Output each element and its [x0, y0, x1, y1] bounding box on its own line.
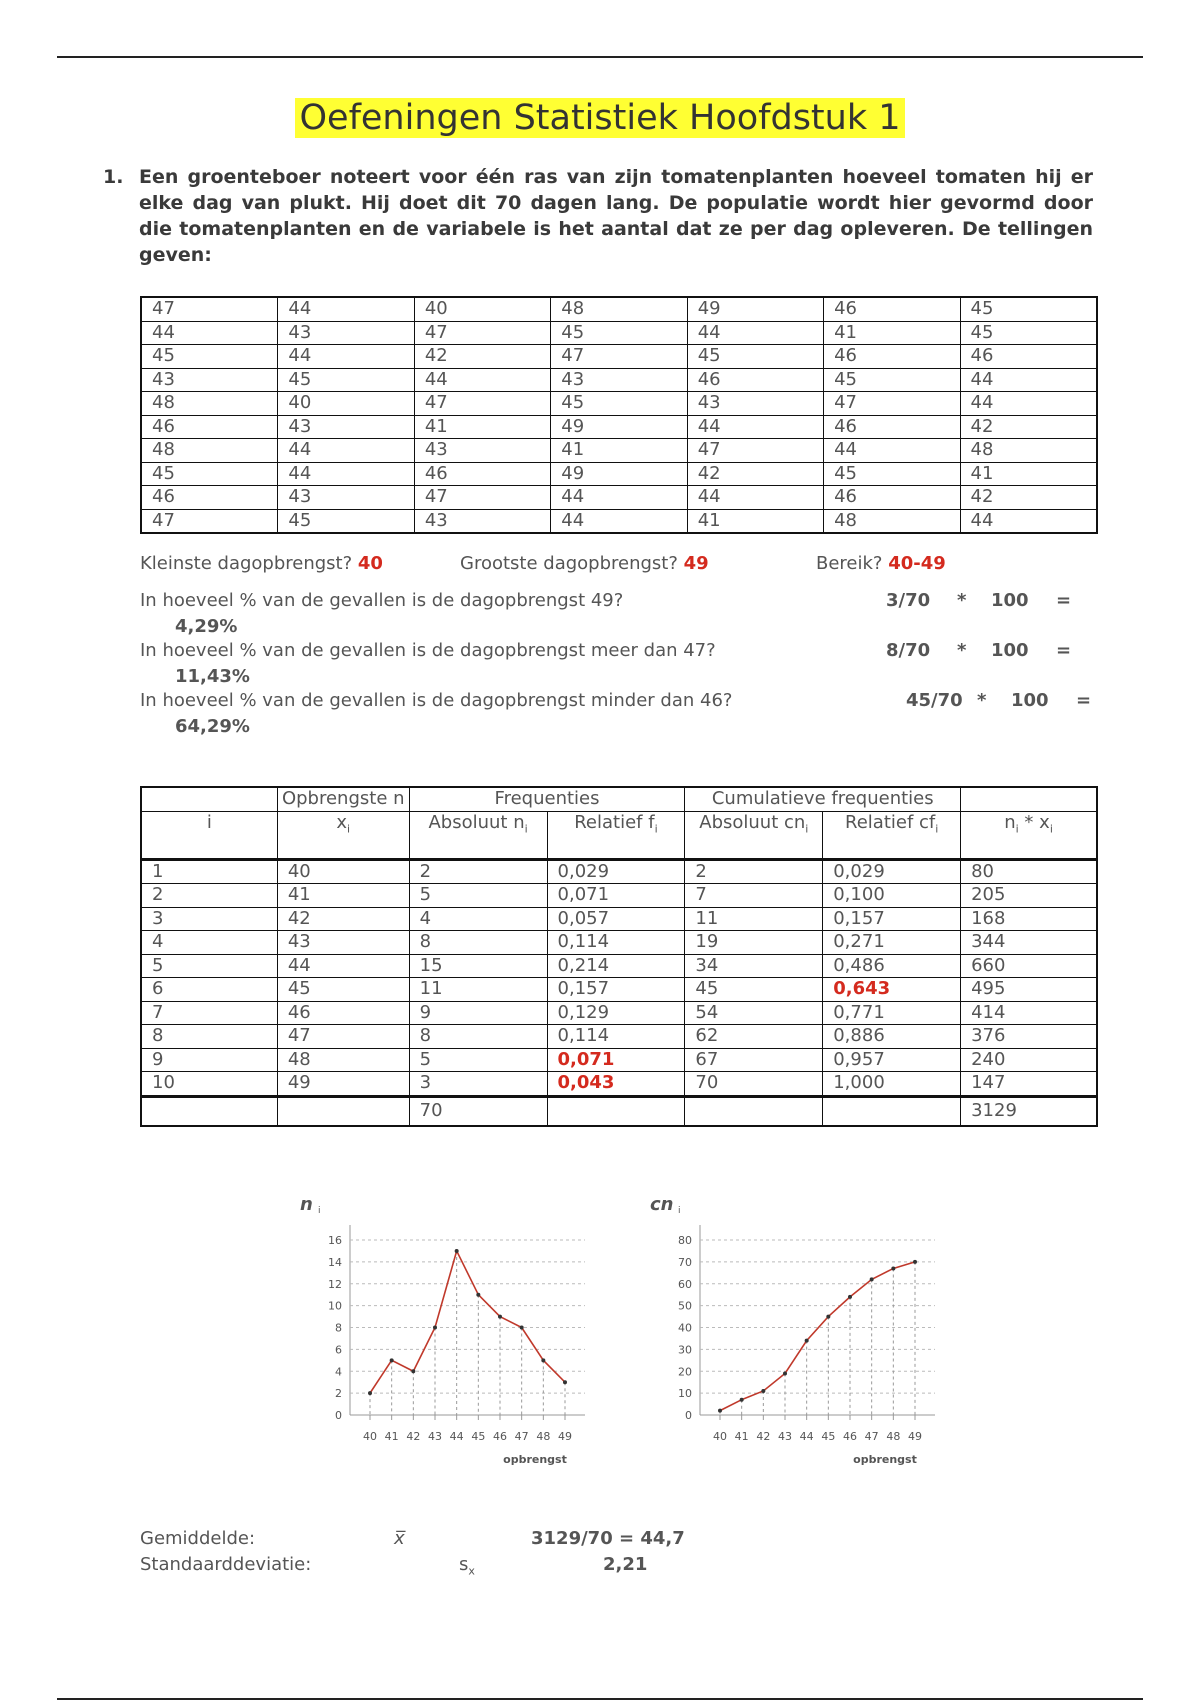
percent-multiplier: 100 — [991, 640, 1029, 661]
max-line: Grootste dagopbrengst? 49 — [460, 553, 709, 574]
percent-operator: * — [977, 690, 987, 711]
raw-data-cell: 41 — [960, 462, 1097, 486]
raw-data-cell: 43 — [687, 392, 823, 416]
data-point — [718, 1409, 722, 1413]
freq-header-row-2 — [141, 811, 1097, 859]
raw-data-table — [140, 296, 1098, 534]
y-tick-label: 20 — [678, 1365, 692, 1379]
freq-cell: 45 — [277, 978, 409, 1002]
raw-data-cell: 48 — [141, 439, 278, 463]
raw-data-cell: 44 — [278, 345, 414, 369]
raw-data-cell: 44 — [960, 509, 1097, 533]
raw-data-row — [141, 297, 1097, 321]
raw-data-cell: 49 — [551, 415, 687, 439]
chart-title: n — [300, 1194, 313, 1215]
raw-data-cell: 46 — [687, 368, 823, 392]
raw-data-cell: 47 — [414, 486, 550, 510]
freq-cell: 7 — [685, 884, 823, 908]
freq-cell: 46 — [277, 1001, 409, 1025]
freq-cell: 147 — [961, 1072, 1097, 1097]
header-empty-2 — [961, 787, 1097, 811]
percent-answer: 11,43% — [175, 666, 250, 687]
chart-title-sub: i — [678, 1206, 681, 1216]
raw-data-cell: 44 — [824, 439, 960, 463]
freq-cell: 48 — [277, 1048, 409, 1072]
freq-cell: 0,771 — [823, 1001, 961, 1025]
freq-cell: 0,214 — [547, 954, 685, 978]
raw-data-cell: 44 — [687, 486, 823, 510]
percent-operator: * — [957, 590, 967, 611]
x-tick-label: 41 — [384, 1430, 399, 1443]
raw-data-cell: 43 — [141, 368, 278, 392]
freq-row — [141, 1048, 1097, 1072]
freq-cell: 376 — [961, 1025, 1097, 1049]
freq-cell: 5 — [141, 954, 277, 978]
data-point — [390, 1358, 394, 1362]
sd-value: 2,21 — [603, 1554, 648, 1575]
total-nx: 3129 — [961, 1096, 1097, 1126]
x-axis-label: opbrengst — [853, 1453, 917, 1466]
raw-data-cell: 45 — [551, 392, 687, 416]
freq-cell: 80 — [961, 859, 1097, 884]
freq-cell: 0,157 — [823, 907, 961, 931]
percent-answer: 64,29% — [175, 716, 250, 737]
y-tick-label: 4 — [335, 1365, 342, 1379]
raw-data-cell: 44 — [687, 415, 823, 439]
raw-data-row — [141, 368, 1097, 392]
freq-cell: 43 — [277, 931, 409, 955]
freq-cell: 495 — [961, 978, 1097, 1002]
raw-data-cell: 47 — [687, 439, 823, 463]
x-axis-label: opbrengst — [503, 1453, 567, 1466]
raw-data-row — [141, 415, 1097, 439]
percent-multiplier: 100 — [1011, 690, 1049, 711]
raw-data-cell: 47 — [824, 392, 960, 416]
freq-cell: 0,114 — [547, 931, 685, 955]
freq-row — [141, 1072, 1097, 1097]
percent-question-text: In hoeveel % van de gevallen is de dagopbrengst minder dan 46? — [140, 690, 733, 711]
freq-cell: 49 — [277, 1072, 409, 1097]
percent-question-text: In hoeveel % van de gevallen is de dagopbrengst meer dan 47? — [140, 640, 716, 661]
freq-cell: 2 — [409, 859, 547, 884]
freq-cell: 54 — [685, 1001, 823, 1025]
freq-cell: 0,957 — [823, 1048, 961, 1072]
freq-cell: 40 — [277, 859, 409, 884]
x-tick-label: 48 — [886, 1430, 901, 1443]
freq-cell: 8 — [141, 1025, 277, 1049]
total-empty — [547, 1096, 685, 1126]
data-point — [563, 1380, 567, 1384]
freq-cell: 0,043 — [547, 1072, 685, 1097]
y-tick-label: 6 — [335, 1343, 342, 1357]
x-tick-label: 44 — [799, 1430, 814, 1443]
freq-cell: 168 — [961, 907, 1097, 931]
freq-cell: 19 — [685, 931, 823, 955]
raw-data-row — [141, 439, 1097, 463]
raw-data-cell: 45 — [687, 345, 823, 369]
x-tick-label: 49 — [908, 1430, 922, 1443]
raw-data-cell: 43 — [278, 486, 414, 510]
freq-cell: 1 — [141, 859, 277, 884]
raw-data-cell: 44 — [551, 509, 687, 533]
x-tick-label: 45 — [471, 1430, 486, 1443]
raw-data-cell: 48 — [824, 509, 960, 533]
data-point — [761, 1389, 765, 1393]
freq-row — [141, 907, 1097, 931]
freq-cell: 67 — [685, 1048, 823, 1072]
percent-fraction: 45/70 — [906, 690, 963, 711]
top-rule — [57, 56, 1143, 58]
freq-cell: 2 — [685, 859, 823, 884]
raw-data-cell: 48 — [551, 297, 687, 321]
raw-data-cell: 44 — [278, 439, 414, 463]
data-point — [520, 1326, 524, 1330]
raw-data-cell: 43 — [278, 415, 414, 439]
raw-data-cell: 44 — [687, 321, 823, 345]
y-tick-label: 40 — [678, 1321, 692, 1335]
percent-equals: = — [1056, 640, 1072, 661]
freq-row — [141, 884, 1097, 908]
freq-cell: 414 — [961, 1001, 1097, 1025]
freq-cell: 0,029 — [547, 859, 685, 884]
y-tick-label: 0 — [335, 1409, 342, 1422]
freq-cell: 4 — [409, 907, 547, 931]
x-tick-label: 40 — [363, 1430, 377, 1443]
header-i: i — [141, 811, 277, 859]
question-number: 1. — [103, 166, 124, 188]
x-tick-label: 43 — [428, 1430, 442, 1443]
freq-total-row — [141, 1096, 1097, 1126]
freq-row — [141, 931, 1097, 955]
y-tick-label: 0 — [685, 1409, 692, 1422]
raw-data-cell: 45 — [551, 321, 687, 345]
freq-row — [141, 1001, 1097, 1025]
freq-cell: 8 — [409, 931, 547, 955]
freq-row — [141, 978, 1097, 1002]
x-tick-label: 49 — [558, 1430, 572, 1443]
raw-data-cell: 43 — [278, 321, 414, 345]
y-tick-label: 16 — [328, 1234, 342, 1247]
freq-cell: 11 — [409, 978, 547, 1002]
freq-cell: 47 — [277, 1025, 409, 1049]
raw-data-cell: 46 — [960, 345, 1097, 369]
data-point — [433, 1326, 437, 1330]
freq-cell: 0,643 — [823, 978, 961, 1002]
freq-cell: 0,029 — [823, 859, 961, 884]
header-empty — [141, 787, 277, 811]
range-line: Bereik? 40-49 — [816, 553, 946, 574]
y-tick-label: 80 — [678, 1234, 692, 1247]
raw-data-row — [141, 509, 1097, 533]
raw-data-cell: 45 — [824, 462, 960, 486]
x-tick-label: 43 — [778, 1430, 792, 1443]
data-point — [783, 1371, 787, 1375]
raw-data-row — [141, 321, 1097, 345]
raw-data-cell: 40 — [414, 297, 550, 321]
freq-cell: 62 — [685, 1025, 823, 1049]
raw-data-cell: 45 — [141, 462, 278, 486]
mean-value: 3129/70 = 44,7 — [531, 1528, 685, 1549]
raw-data-cell: 45 — [960, 321, 1097, 345]
freq-cell: 0,886 — [823, 1025, 961, 1049]
freq-cell: 9 — [409, 1001, 547, 1025]
raw-data-cell: 45 — [278, 368, 414, 392]
freq-cell: 240 — [961, 1048, 1097, 1072]
mean-symbol: x̅ — [394, 1528, 405, 1549]
raw-data-cell: 47 — [141, 297, 278, 321]
y-tick-label: 12 — [328, 1277, 342, 1291]
data-point — [498, 1315, 502, 1319]
raw-data-cell: 43 — [414, 439, 550, 463]
raw-data-cell: 47 — [141, 509, 278, 533]
raw-data-cell: 43 — [551, 368, 687, 392]
freq-cell: 70 — [685, 1072, 823, 1097]
x-tick-label: 47 — [864, 1430, 879, 1443]
data-point — [368, 1391, 372, 1395]
y-tick-label: 60 — [678, 1277, 692, 1291]
freq-cell: 344 — [961, 931, 1097, 955]
min-line: Kleinste dagopbrengst? 40 — [140, 553, 383, 574]
percent-operator: * — [957, 640, 967, 661]
header-abs: Absoluut $n_i$ — [409, 811, 547, 859]
freq-cell: 10 — [141, 1072, 277, 1097]
raw-data-cell: 46 — [141, 486, 278, 510]
raw-data-cell: 42 — [960, 486, 1097, 510]
x-tick-label: 45 — [821, 1430, 836, 1443]
freq-cell: 0,271 — [823, 931, 961, 955]
freq-cell: 11 — [685, 907, 823, 931]
y-tick-label: 10 — [328, 1299, 342, 1313]
x-tick-label: 46 — [843, 1430, 857, 1443]
raw-data-cell: 49 — [551, 462, 687, 486]
freq-cell: 4 — [141, 931, 277, 955]
freq-cell: 0,100 — [823, 884, 961, 908]
raw-data-cell: 41 — [824, 321, 960, 345]
data-point — [455, 1249, 459, 1253]
frequency-line-chart — [290, 1185, 610, 1480]
raw-data-cell: 44 — [551, 486, 687, 510]
raw-data-row — [141, 486, 1097, 510]
raw-data-cell: 47 — [551, 345, 687, 369]
freq-cell: 3 — [409, 1072, 547, 1097]
data-point — [805, 1339, 809, 1343]
percent-answer: 4,29% — [175, 616, 238, 637]
freq-cell: 0,486 — [823, 954, 961, 978]
header-frequenties: Frequenties — [409, 787, 685, 811]
frequency-table — [140, 786, 1098, 1127]
raw-data-cell: 46 — [414, 462, 550, 486]
raw-data-cell: 44 — [960, 368, 1097, 392]
y-tick-label: 8 — [335, 1321, 342, 1335]
raw-data-cell: 41 — [687, 509, 823, 533]
raw-data-cell: 47 — [414, 321, 550, 345]
freq-cell: 1,000 — [823, 1072, 961, 1097]
y-tick-label: 30 — [678, 1343, 692, 1357]
x-tick-label: 40 — [713, 1430, 727, 1443]
y-tick-label: 70 — [678, 1255, 692, 1269]
data-point — [476, 1293, 480, 1297]
data-point — [848, 1295, 852, 1299]
header-crel: Relatief $cf_i$ — [823, 811, 961, 859]
total-empty — [823, 1096, 961, 1126]
header-xi: $x_i$ — [277, 811, 409, 859]
header-cabs: Absoluut $cn_i$ — [685, 811, 823, 859]
raw-data-cell: 48 — [960, 439, 1097, 463]
freq-cell: 2 — [141, 884, 277, 908]
x-tick-label: 42 — [406, 1430, 421, 1443]
raw-data-cell: 42 — [687, 462, 823, 486]
raw-data-cell: 46 — [824, 415, 960, 439]
data-point — [411, 1369, 415, 1373]
header-rel: Relatief $f_i$ — [547, 811, 685, 859]
y-tick-label: 10 — [678, 1387, 692, 1401]
raw-data-cell: 46 — [824, 486, 960, 510]
freq-cell: 660 — [961, 954, 1097, 978]
data-point — [891, 1266, 895, 1270]
question-1 — [103, 164, 1093, 268]
y-tick-label: 2 — [335, 1387, 342, 1401]
percent-equals: = — [1056, 590, 1072, 611]
raw-data-cell: 42 — [414, 345, 550, 369]
data-point — [826, 1315, 830, 1319]
total-empty — [141, 1096, 277, 1126]
cumulative-line-chart — [640, 1185, 960, 1480]
data-point — [870, 1277, 874, 1281]
freq-cell: 0,071 — [547, 884, 685, 908]
freq-cell: 205 — [961, 884, 1097, 908]
freq-row — [141, 1025, 1097, 1049]
header-cumulatief: Cumulatieve frequenties — [685, 787, 961, 811]
raw-data-cell: 46 — [824, 345, 960, 369]
total-empty — [277, 1096, 409, 1126]
raw-data-cell: 42 — [960, 415, 1097, 439]
data-point — [740, 1398, 744, 1402]
percent-equals: = — [1076, 690, 1092, 711]
freq-cell: 6 — [141, 978, 277, 1002]
data-point — [913, 1260, 917, 1264]
mean-label: Gemiddelde: — [140, 1528, 256, 1549]
x-tick-label: 41 — [734, 1430, 749, 1443]
percent-question-text: In hoeveel % van de gevallen is de dagopbrengst 49? — [140, 590, 624, 611]
raw-data-cell: 46 — [141, 415, 278, 439]
data-point — [541, 1358, 545, 1362]
raw-data-cell: 45 — [960, 297, 1097, 321]
freq-cell: 0,157 — [547, 978, 685, 1002]
raw-data-cell: 45 — [278, 509, 414, 533]
raw-data-cell: 40 — [278, 392, 414, 416]
freq-cell: 5 — [409, 884, 547, 908]
series-line — [370, 1251, 565, 1393]
chart-title-sub: i — [318, 1206, 321, 1216]
raw-data-cell: 44 — [278, 462, 414, 486]
raw-data-cell: 44 — [960, 392, 1097, 416]
chart-title: cn — [650, 1194, 674, 1215]
percent-multiplier: 100 — [991, 590, 1029, 611]
freq-cell: 0,057 — [547, 907, 685, 931]
x-tick-label: 42 — [756, 1430, 771, 1443]
raw-data-cell: 43 — [414, 509, 550, 533]
freq-cell: 42 — [277, 907, 409, 931]
percent-fraction: 8/70 — [886, 640, 931, 661]
freq-cell: 0,071 — [547, 1048, 685, 1072]
raw-data-cell: 44 — [414, 368, 550, 392]
sd-label: Standaarddeviatie: — [140, 1554, 312, 1575]
raw-data-cell: 41 — [551, 439, 687, 463]
freq-cell: 7 — [141, 1001, 277, 1025]
question-text: Een groenteboer noteert voor één ras van zijn tomatenplanten hoeveel tomaten hij er elke dag van plukt. Hij doet dit 70 dagen lang. De populatie wordt hier gevormd door die tomatenplanten en de variabele is het aantal dat ze per dag opleveren. De tellingen geven: — [139, 166, 1093, 266]
header-nx: $n_i * x_i$ — [961, 811, 1097, 859]
raw-data-cell: 46 — [824, 297, 960, 321]
header-opbrengst: Opbrengste n — [277, 787, 409, 811]
total-n: 70 — [409, 1096, 547, 1126]
raw-data-cell: 48 — [141, 392, 278, 416]
freq-cell: 0,129 — [547, 1001, 685, 1025]
freq-row — [141, 954, 1097, 978]
freq-cell: 34 — [685, 954, 823, 978]
total-empty — [685, 1096, 823, 1126]
raw-data-row — [141, 392, 1097, 416]
x-tick-label: 44 — [449, 1430, 464, 1443]
page-title: Oefeningen Statistiek Hoofdstuk 1 — [0, 98, 1200, 138]
y-tick-label: 14 — [328, 1255, 342, 1269]
freq-cell: 44 — [277, 954, 409, 978]
freq-cell: 0,114 — [547, 1025, 685, 1049]
raw-data-cell: 41 — [414, 415, 550, 439]
x-tick-label: 47 — [514, 1430, 529, 1443]
raw-data-cell: 47 — [414, 392, 550, 416]
x-tick-label: 46 — [493, 1430, 507, 1443]
freq-cell: 5 — [409, 1048, 547, 1072]
raw-data-row — [141, 462, 1097, 486]
raw-data-row — [141, 345, 1097, 369]
freq-cell: 41 — [277, 884, 409, 908]
y-tick-label: 50 — [678, 1299, 692, 1313]
raw-data-cell: 49 — [687, 297, 823, 321]
raw-data-cell: 44 — [278, 297, 414, 321]
freq-cell: 45 — [685, 978, 823, 1002]
freq-cell: 8 — [409, 1025, 547, 1049]
raw-data-cell: 45 — [141, 345, 278, 369]
raw-data-cell: 45 — [824, 368, 960, 392]
sd-symbol: $s_x$ — [459, 1554, 475, 1578]
percent-fraction: 3/70 — [886, 590, 931, 611]
freq-row — [141, 859, 1097, 884]
freq-cell: 3 — [141, 907, 277, 931]
freq-header-row-1 — [141, 787, 1097, 811]
freq-cell: 15 — [409, 954, 547, 978]
raw-data-cell: 44 — [141, 321, 278, 345]
x-tick-label: 48 — [536, 1430, 551, 1443]
freq-cell: 9 — [141, 1048, 277, 1072]
